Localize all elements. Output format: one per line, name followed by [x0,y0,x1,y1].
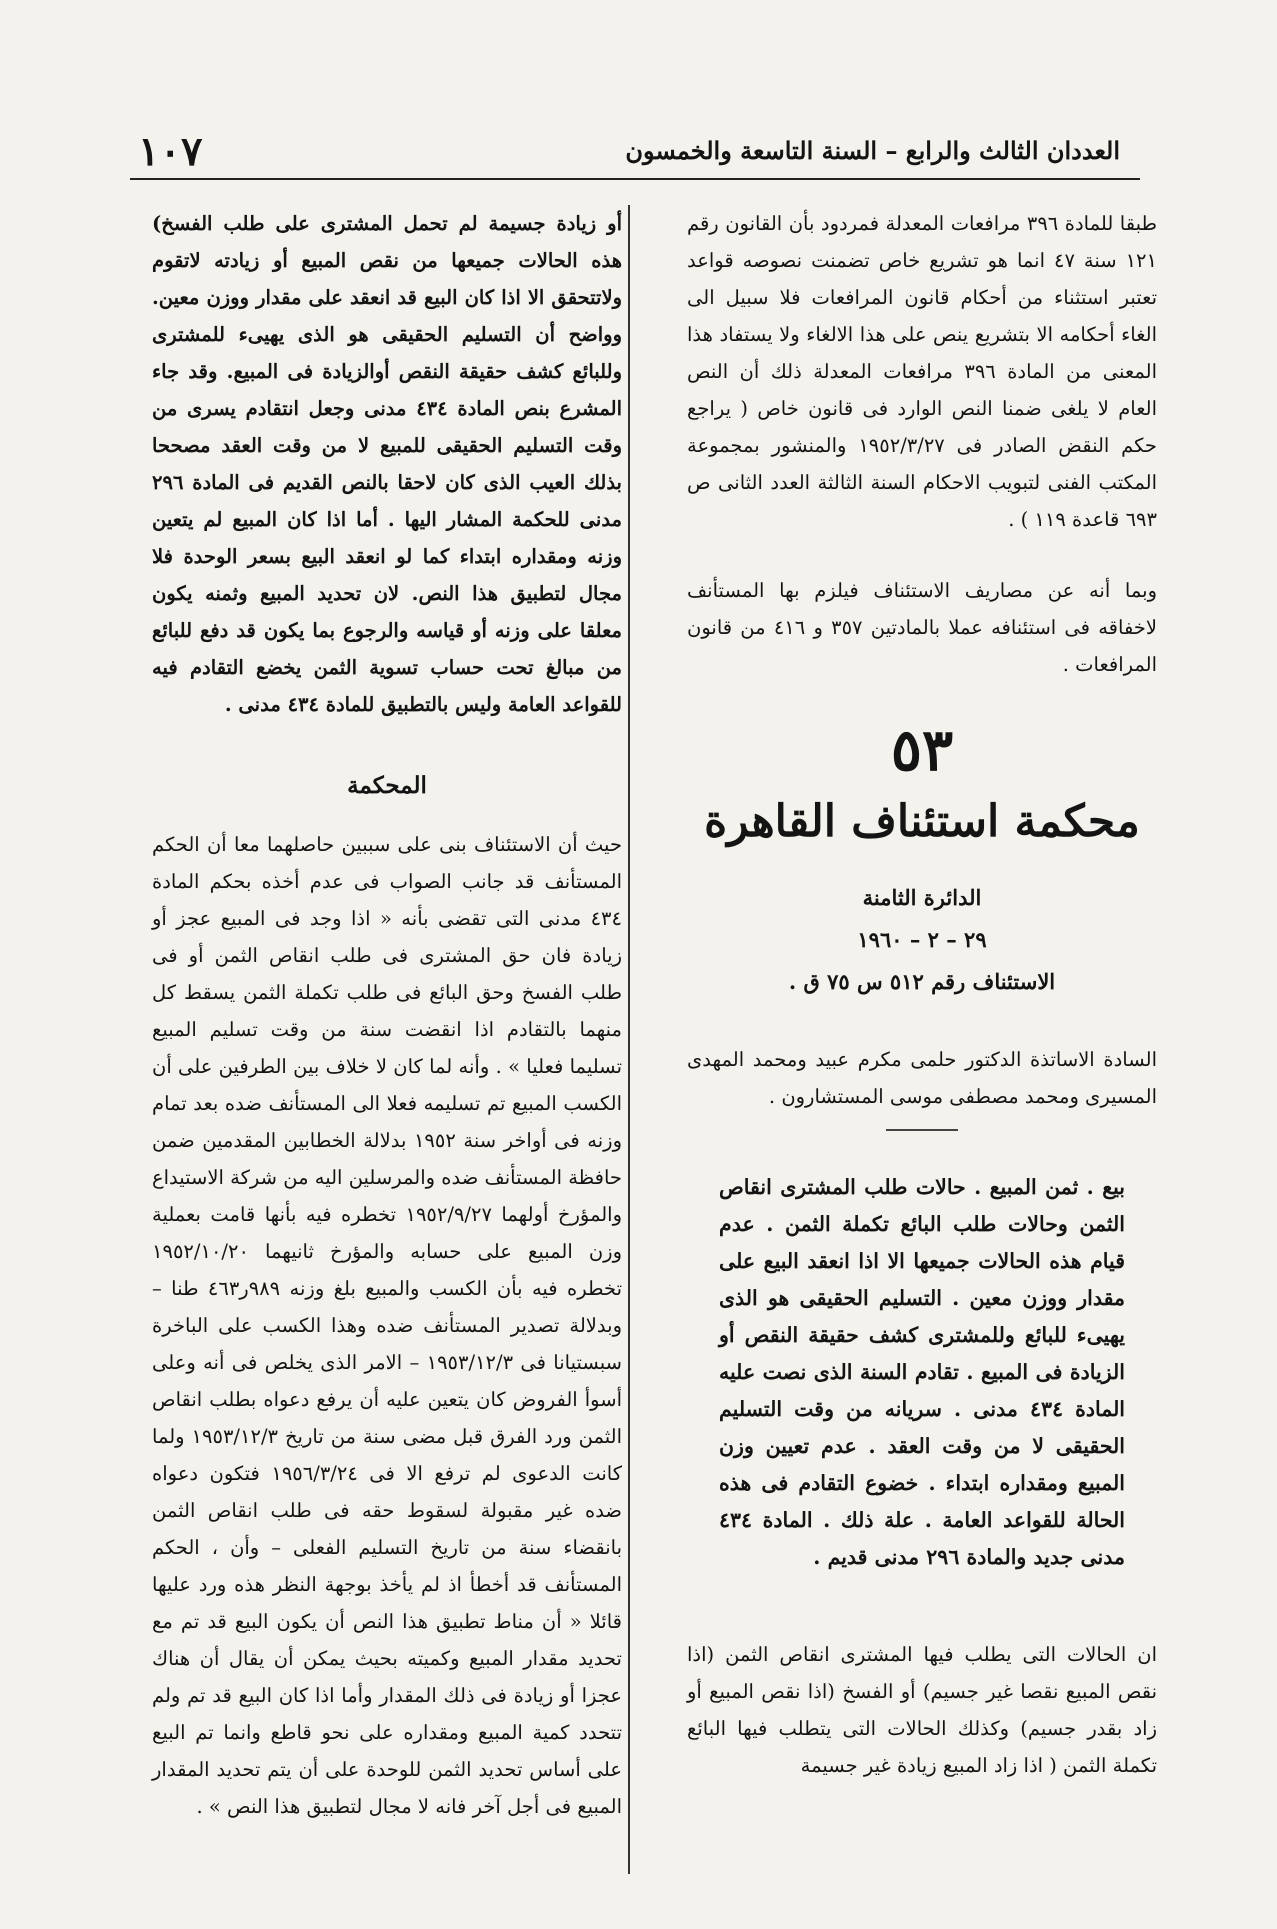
case-number: ٥٣ [890,716,954,784]
running-title: العددان الثالث والرابع – السنة التاسعة والخمسون [625,136,1120,165]
principle-paragraph: ان الحالات التى يطلب فيها المشترى انقاص الثمن (اذا نقص المبيع نقصا غير جسيم) أو الفسخ (اذا نقص المبيع أو زاد بقدر جسيم) وكذلك الحالات التى يتطلب فيها البائع تكملة الثمن ( اذا زاد المبيع زيادة غير جسيمة [687,1643,1157,1777]
right-column [687,205,1157,1784]
page-number: ١٠٧ [138,128,203,175]
left-column [152,205,622,1825]
headnote: بيع . ثمن المبيع . حالات طلب المشترى انقاص الثمن وحالات طلب البائع تكملة الثمن . عدم قيام هذه الحالات جميعها الا اذا انعقد البيع على مقدار ووزن معين . التسليم الحقيقى هو الذى يهيىء للبائع وللمشترى كشف حقيقة النقص أو الزيادة فى المبيع . تقادم السنة الذى نصت عليه المادة ٤٣٤ مدنى . سريانه من وقت التسليم الحقيقى لا من وقت العقد . عدم تعيين وزن المبيع ومقداره ابتداء . خضوع التقادم فى هذه الحالة للقواعد العامة . علة ذلك . المادة ٤٣٤ مدنى جديد والمادة ٢٩٦ مدنى قديم . [719,1175,1126,1569]
column-divider [628,205,630,1874]
decision-date: ٢٩ – ٢ – ١٩٦٠ [857,927,987,952]
appeal-number: الاستئناف رقم ٥١٢ س ٧٥ ق . [788,969,1056,994]
court-name: محكمة استئناف القاهرة [704,796,1140,847]
page-header [130,128,1140,180]
court-reasoning: حيث أن الاستئناف بنى على سببين حاصلهما معا أن الحكم المستأنف قد جانب الصواب فى عدم أخذه بحكم المادة ٤٣٤ مدنى التى تقضى بأنه « اذا وجد فى المبيع عجز أو زيادة فان حق المشترى فى طلب انقاص الثمن أو فى طلب الفسخ وحق البائع فى طلب تكملة الثمن يسقط كل منهما بالتقادم اذا انقضت سنة من وقت تسليم المبيع تسليما فعليا » . وأنه لما كان لا خلاف بين الطرفين على أن الكسب المبيع تم تسليمه فعلا الى المستأنف ضده بعد تمام وزنه فى أواخر سنة ١٩٥٢ بدلالة الخطابين المقدمين ضمن حافظة المستأنف ضده والمرسلين اليه من شركة الاستيداع والمؤرخ أولهما ١٩٥٢/٩/٢٧ تخطره فيه بأنها قامت بعملية وزن المبيع على حسابه والمؤرخ ثانيهما ١٩٥٢/١٠/٢٠ تخطره فيه بأن الكسب والمبيع بلغ وزنه ٩٨٩ر٤٦٣ طنا – وبدلالة تصدير المستأنف ضده وهذا الكسب على الباخرة سبستيانا فى ١٩٥٣/١٢/٣ – الامر الذى يخلص فى أنه وعلى أسوأ الفروض كان يتعين عليه أن يرفع دعواه بطلب انقاص الثمن ورد الفرق قبل مضى سنة من تاريخ ١٩٥٣/١٢/٣ ولما كانت الدعوى لم ترفع الا فى ١٩٥٦/٣/٢٤ فتكون دعواه ضده غير مقبولة لسقوط حقه فى طلب انقاص الثمن بانقضاء سنة من تاريخ التسليم الفعلى – وأن ، الحكم المستأنف قد أخطأ اذ لم يأخذ بوجهة النظر هذه ورد عليها قائلا « أن مناط تطبيق هذا النص أن يكون البيع قد تم مع تحديد مقدار المبيع وكميته بحيث يمكن أن يقال أن هناك عجزا أو زيادة فى ذلك المقدار وأما اذا كان البيع قد تم ولم تتحدد كمية المبيع ومقداره على نحو قاطع وانما تم البيع على أساس تحديد الثمن للوحدة على أن يتم تحديد المقدار المبيع فى أجل آخر فانه لا مجال لتطبيق هذا النص » . [152,833,622,1818]
bench-members: السادة الاساتذة الدكتور حلمى مكرم عبيد ومحمد المهدى المسيرى ومحمد مصطفى موسى المستشارون . [687,1048,1157,1108]
circuit-label: الدائرة الثامنة [862,885,982,910]
separator-line [886,1129,958,1131]
ruling-paragraph: طبقا للمادة ٣٩٦ مرافعات المعدلة فمردود بأن القانون رقم ١٢١ سنة ٤٧ انما هو تشريع خاص تضمنت نصوصه قواعد تعتبر استثناء من أحكام قانون المرافعات فلا سبيل الى الغاء أحكامه الا بتشريع ينص على هذا الالغاء ولا يستفاد هذا المعنى من المادة ٣٩٦ مرافعات المعدلة ذلك أن النص العام لا يلغى ضمنا النص الوارد فى قانون خاص ( يراجع حكم النقض الصادر فى ١٩٥٢/٣/٢٧ والمنشور بمجموعة المكتب الفنى لتبويب الاحكام السنة الثالثة العدد الثانى ص ٦٩٣ قاعدة ١١٩ ) . [687,212,1158,531]
section-title: المحكمة [347,772,427,799]
costs-paragraph: وبما أنه عن مصاريف الاستئناف فيلزم بها المستأنف لاخفاقه فى استئنافه عملا بالمادتين ٣٥٧ و ٤١٦ من قانون المرافعات . [687,579,1157,676]
principle-continuation: أو زيادة جسيمة لم تحمل المشترى على طلب الفسخ) هذه الحالات جميعها من نقص المبيع أو زيادته لاتقوم ولاتتحقق الا اذا كان البيع قد انعقد على مقدار ووزن معين. وواضح أن التسليم الحقيقى هو الذى يهيىء للمشترى وللبائع كشف حقيقة النقص أوالزيادة فى المبيع. وقد جاء المشرع بنص المادة ٤٣٤ مدنى وجعل انتقادم يسرى من وقت التسليم الحقيقى للمبيع لا من وقت العقد مصححا بذلك العيب الذى كان لاحقا بالنص القديم فى المادة ٢٩٦ مدنى للحكمة المشار اليها . أما اذا كان المبيع لم يتعين وزنه ومقداره ابتداء كما لو انعقد البيع بسعر الوحدة فلا مجال لتطبيق هذا النص. لان تحديد المبيع وثمنه يكون معلقا على وزنه أو قياسه والرجوع بما يكون قد دفع للبائع من مبالغ تحت حساب تسوية الثمن يخضع التقادم فيه للقواعد العامة وليس بالتطبيق للمادة ٤٣٤ مدنى . [152,212,622,716]
